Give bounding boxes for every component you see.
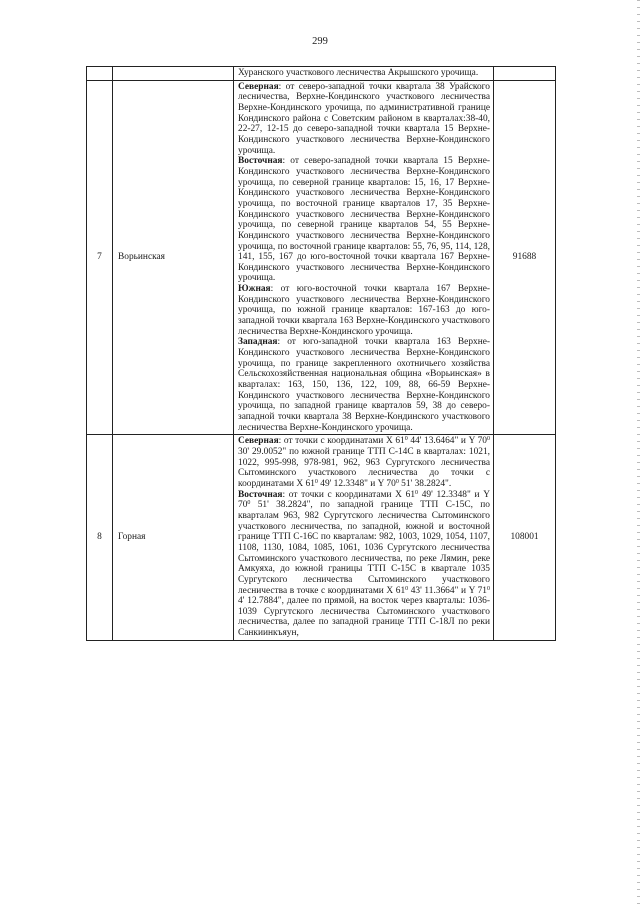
boundary-text: Хуранского участкового лесничества Акрышского урочища. [238, 68, 479, 78]
area-cell: 108001 [494, 435, 556, 640]
boundary-direction-label: Северная [238, 81, 279, 92]
boundary-description-cell [234, 67, 494, 81]
boundary-direction-label: Восточная [238, 489, 283, 500]
boundary-segment [238, 156, 490, 284]
boundary-direction-label: Восточная [238, 156, 283, 167]
table-row [87, 80, 556, 435]
boundary-segment [238, 284, 490, 337]
row-number-cell: 8 [87, 435, 113, 640]
table-row [87, 67, 556, 81]
boundary-text: : от точки с координатами X $61^0$ 44' 13.6464" и Y $70^0$ 30' 29.0052" по южной границе ТТП С-14С в кварталах: 1021, 1022, 995-998, 978-981, 962, 963 Сургутского лесничества Сытоминского участкового лесничества до точки с координатами X $61^0$ 49' 12.3348" и Y $70^0$ 51' 38.2824". [238, 436, 490, 489]
boundary-text: : от северо-западной точки квартала 15 Верхне-Кондинского участкового лесничества Верхне-Кондинского урочища, по северной границе кварталов: 15, 16, 17 Верхне-Кондинского участкового лесничества Верхне-Кондинского урочища, по восточной границе кварталов 17, 35 Верхне-Кондинского участкового лесничества Верхне-Кондинского урочища, по северной границе кварталов 54, 55 Верхне-Кондинского участкового лесничества Верхне-Кондинского урочища, по восточной границе кварталов: 55, 76, 95, 114, 128, 141, 155, 167 до юго-восточной точки квартала 167 Верхне-Кондинского участкового лесничества Верхне-Кондинского урочища. [238, 156, 490, 284]
hunting-grounds-table [86, 66, 556, 641]
table-body [87, 67, 556, 641]
boundary-text: : от юго-восточной точки квартала 167 Верхне-Кондинского участкового лесничества Верхне-Кондинского урочища, по южной границе кварталов: 167-163 до юго-западной точки квартала 163 Верхне-Кондинского участкового лесничества Верхне-Кондинского урочища. [238, 284, 490, 337]
table-row [87, 435, 556, 640]
boundary-segment [238, 337, 490, 433]
boundary-segment [238, 436, 490, 489]
boundary-text: : от точки с координатами X $61^0$ 49' 12.3348" и Y $70^0$ 51' 38.2824", по западной границе ТТП С-15С, по кварталам 963, 982 Сургутского лесничества Сытоминского участкового лесничества, по западной, южной и восточной границе ТТП С-16С по кварталам: 982, 1003, 1029, 1054, 1107, 1108, 1130, 1084, 1085, 1061, 1036 Сургутского лесничества Сытоминского участкового лесничества, по реке Лямин, реке Амкуяха, до южной границы ТТП С-15С в квартале 1035 Сургутского лесничества Сытоминского участкового лесничества в точке с координатами X $61^0$ 43' 11.3664" и Y $71^0$ 4' 12.7884", далее по прямой, на восток через кварталы: 1036-1039 Сургутского лесничества Сытоминского участкового лесничества, далее по западной границе ТТП С-18Л по реки Санкиинкъяун, [238, 489, 490, 639]
boundary-description-cell [234, 435, 494, 640]
page-number: 299 [312, 36, 328, 47]
row-number-cell [87, 67, 113, 81]
boundary-segment [238, 490, 490, 639]
area-cell: 91688 [494, 80, 556, 435]
boundary-description-cell [234, 80, 494, 435]
boundary-direction-label: Северная [238, 436, 279, 447]
ground-name-cell: Ворьинская [113, 80, 234, 435]
boundary-segment [238, 82, 490, 157]
ground-name-cell: Горная [113, 435, 234, 640]
ground-name-cell [113, 67, 234, 81]
boundary-text: : от северо-западной точки квартала 38 Урайского лесничества, Верхне-Кондинского участкового лесничества Верхне-Кондинского урочища, по административной границе Кондинского района с Советским районом в кварталах:38-40, 22-27, 12-15 до северо-западной точки квартала 15 Верхне-Кондинского участкового лесничества Верхне-Кондинского урочища. [238, 81, 490, 156]
row-number-cell: 7 [87, 80, 113, 435]
area-cell [494, 67, 556, 81]
boundary-segment [238, 68, 490, 79]
boundary-direction-label: Южная [238, 284, 271, 295]
boundary-text: : от юго-западной точки квартала 163 Верхне-Кондинского участкового лесничества Верхне-Кондинского урочища, по границе закрепленного охотничьего хозяйства Сельскохозяйственная национальная община «Ворьинская» в кварталах: 163, 150, 136, 122, 109, 88, 66-59 Верхне-Кондинского участкового лесничества Верхне-Кондинского урочища, по западной границе кварталов 59, 38 до северо-западной точки квартала 38 Верхне-Кондинского участкового лесничества Верхне-Кондинского урочища. [238, 337, 490, 433]
boundary-direction-label: Западная [238, 337, 278, 348]
